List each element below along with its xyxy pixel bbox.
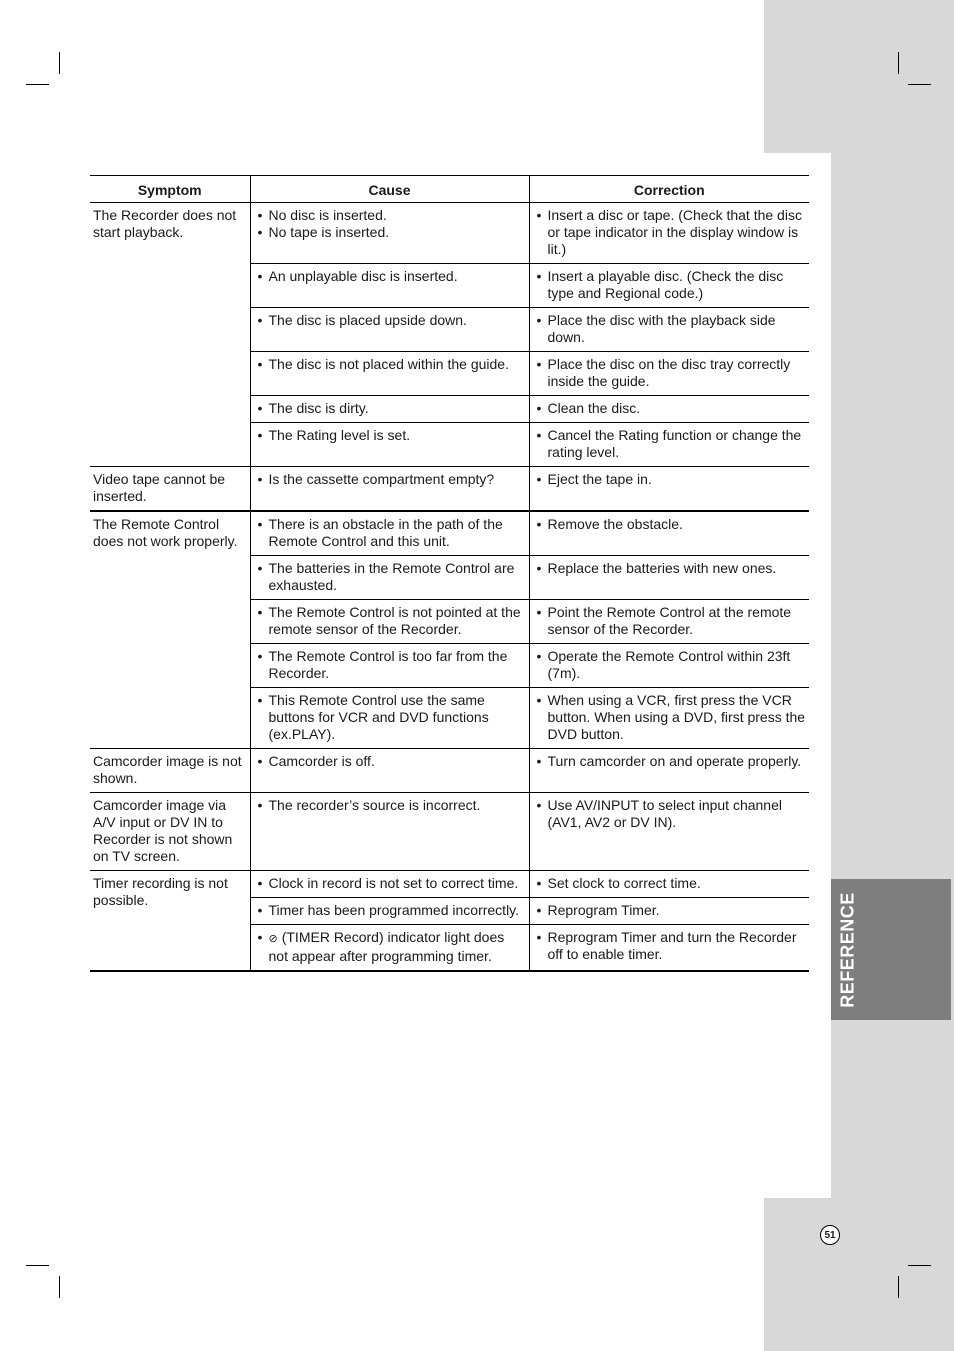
- header-correction: Correction: [529, 176, 809, 203]
- margin-band-side: [831, 153, 954, 1199]
- correction-cell: • Clean the disc.: [529, 396, 809, 423]
- cause-cell: • ⊘ (TIMER Record) indicator light does not appear after programming timer.: [250, 925, 529, 972]
- cause-cell: • The disc is dirty.: [250, 396, 529, 423]
- troubleshooting-table: [90, 175, 809, 972]
- table-row: [90, 793, 809, 871]
- timer-record-icon: ⊘: [268, 933, 278, 945]
- correction-cell: • When using a VCR, first press the VCR button. When using a DVD, first press the DVD button.: [529, 688, 809, 749]
- crop-mark: [59, 52, 60, 74]
- cause-cell: • Timer has been programmed incorrectly.: [250, 898, 529, 925]
- cause-cell: • Clock in record is not set to correct time.: [250, 871, 529, 898]
- list-item: • No disc is inserted.: [257, 207, 387, 223]
- crop-mark: [908, 84, 931, 85]
- symptom-cell: The Recorder does not start playback.: [90, 203, 250, 467]
- cause-cell: • The Remote Control is too far from the Recorder.: [250, 644, 529, 688]
- table-row: [90, 871, 809, 898]
- symptom-cell: Camcorder image is not shown.: [90, 749, 250, 793]
- correction-cell: • Cancel the Rating function or change the rating level.: [529, 423, 809, 467]
- cause-cell: • The Rating level is set.: [250, 423, 529, 467]
- cause-cell: • Is the cassette compartment empty?: [250, 467, 529, 512]
- page-number: 51: [820, 1225, 840, 1245]
- symptom-cell: Video tape cannot be inserted.: [90, 467, 250, 512]
- table-row: [90, 511, 809, 556]
- list-item: • Insert a disc or tape. (Check that the disc or tape indicator in the display window is lit.): [536, 207, 802, 257]
- crop-mark: [26, 84, 49, 85]
- table-row: [90, 749, 809, 793]
- crop-mark: [898, 1276, 899, 1298]
- margin-band-top: [764, 0, 954, 153]
- cause-cell: • The disc is not placed within the guide.: [250, 352, 529, 396]
- table-header-row: [90, 176, 809, 203]
- table-row: [90, 467, 809, 512]
- crop-mark: [26, 1265, 49, 1266]
- symptom-cell: The Remote Control does not work properly.: [90, 511, 250, 749]
- correction-cell: • Set clock to correct time.: [529, 871, 809, 898]
- crop-mark: [898, 52, 899, 74]
- correction-cell: • Use AV/INPUT to select input channel (AV1, AV2 or DV IN).: [529, 793, 809, 871]
- reference-tab-label: REFERENCE: [837, 892, 858, 1008]
- correction-cell: • Reprogram Timer.: [529, 898, 809, 925]
- correction-cell: • Insert a playable disc. (Check the disc type and Regional code.): [529, 264, 809, 308]
- header-symptom: Symptom: [90, 176, 250, 203]
- cause-cell: [250, 203, 529, 264]
- correction-cell: • Replace the batteries with new ones.: [529, 556, 809, 600]
- cause-cell: • The Remote Control is not pointed at the remote sensor of the Recorder.: [250, 600, 529, 644]
- crop-mark: [59, 1276, 60, 1298]
- symptom-cell: Camcorder image via A/V input or DV IN to Recorder is not shown on TV screen.: [90, 793, 250, 871]
- correction-cell: • Place the disc on the disc tray correctly inside the guide.: [529, 352, 809, 396]
- correction-cell: • Eject the tape in.: [529, 467, 809, 512]
- correction-cell: [529, 203, 809, 264]
- correction-cell: • Turn camcorder on and operate properly.: [529, 749, 809, 793]
- crop-mark: [908, 1265, 931, 1266]
- list-item: • No tape is inserted.: [257, 224, 390, 240]
- cause-cell: • Camcorder is off.: [250, 749, 529, 793]
- symptom-cell: Timer recording is not possible.: [90, 871, 250, 972]
- correction-cell: • Reprogram Timer and turn the Recorder off to enable timer.: [529, 925, 809, 972]
- correction-cell: • Operate the Remote Control within 23ft (7m).: [529, 644, 809, 688]
- cause-cell: • The disc is placed upside down.: [250, 308, 529, 352]
- margin-band-bottom: [764, 1198, 954, 1351]
- cause-cell: • An unplayable disc is inserted.: [250, 264, 529, 308]
- correction-cell: • Point the Remote Control at the remote sensor of the Recorder.: [529, 600, 809, 644]
- table-row: [90, 203, 809, 264]
- cause-cell: • The batteries in the Remote Control are exhausted.: [250, 556, 529, 600]
- header-cause: Cause: [250, 176, 529, 203]
- cause-cell: • There is an obstacle in the path of the Remote Control and this unit.: [250, 511, 529, 556]
- correction-cell: • Remove the obstacle.: [529, 511, 809, 556]
- cause-cell: • The recorder’s source is incorrect.: [250, 793, 529, 871]
- cause-cell: • This Remote Control use the same buttons for VCR and DVD functions (ex.PLAY).: [250, 688, 529, 749]
- correction-cell: • Place the disc with the playback side down.: [529, 308, 809, 352]
